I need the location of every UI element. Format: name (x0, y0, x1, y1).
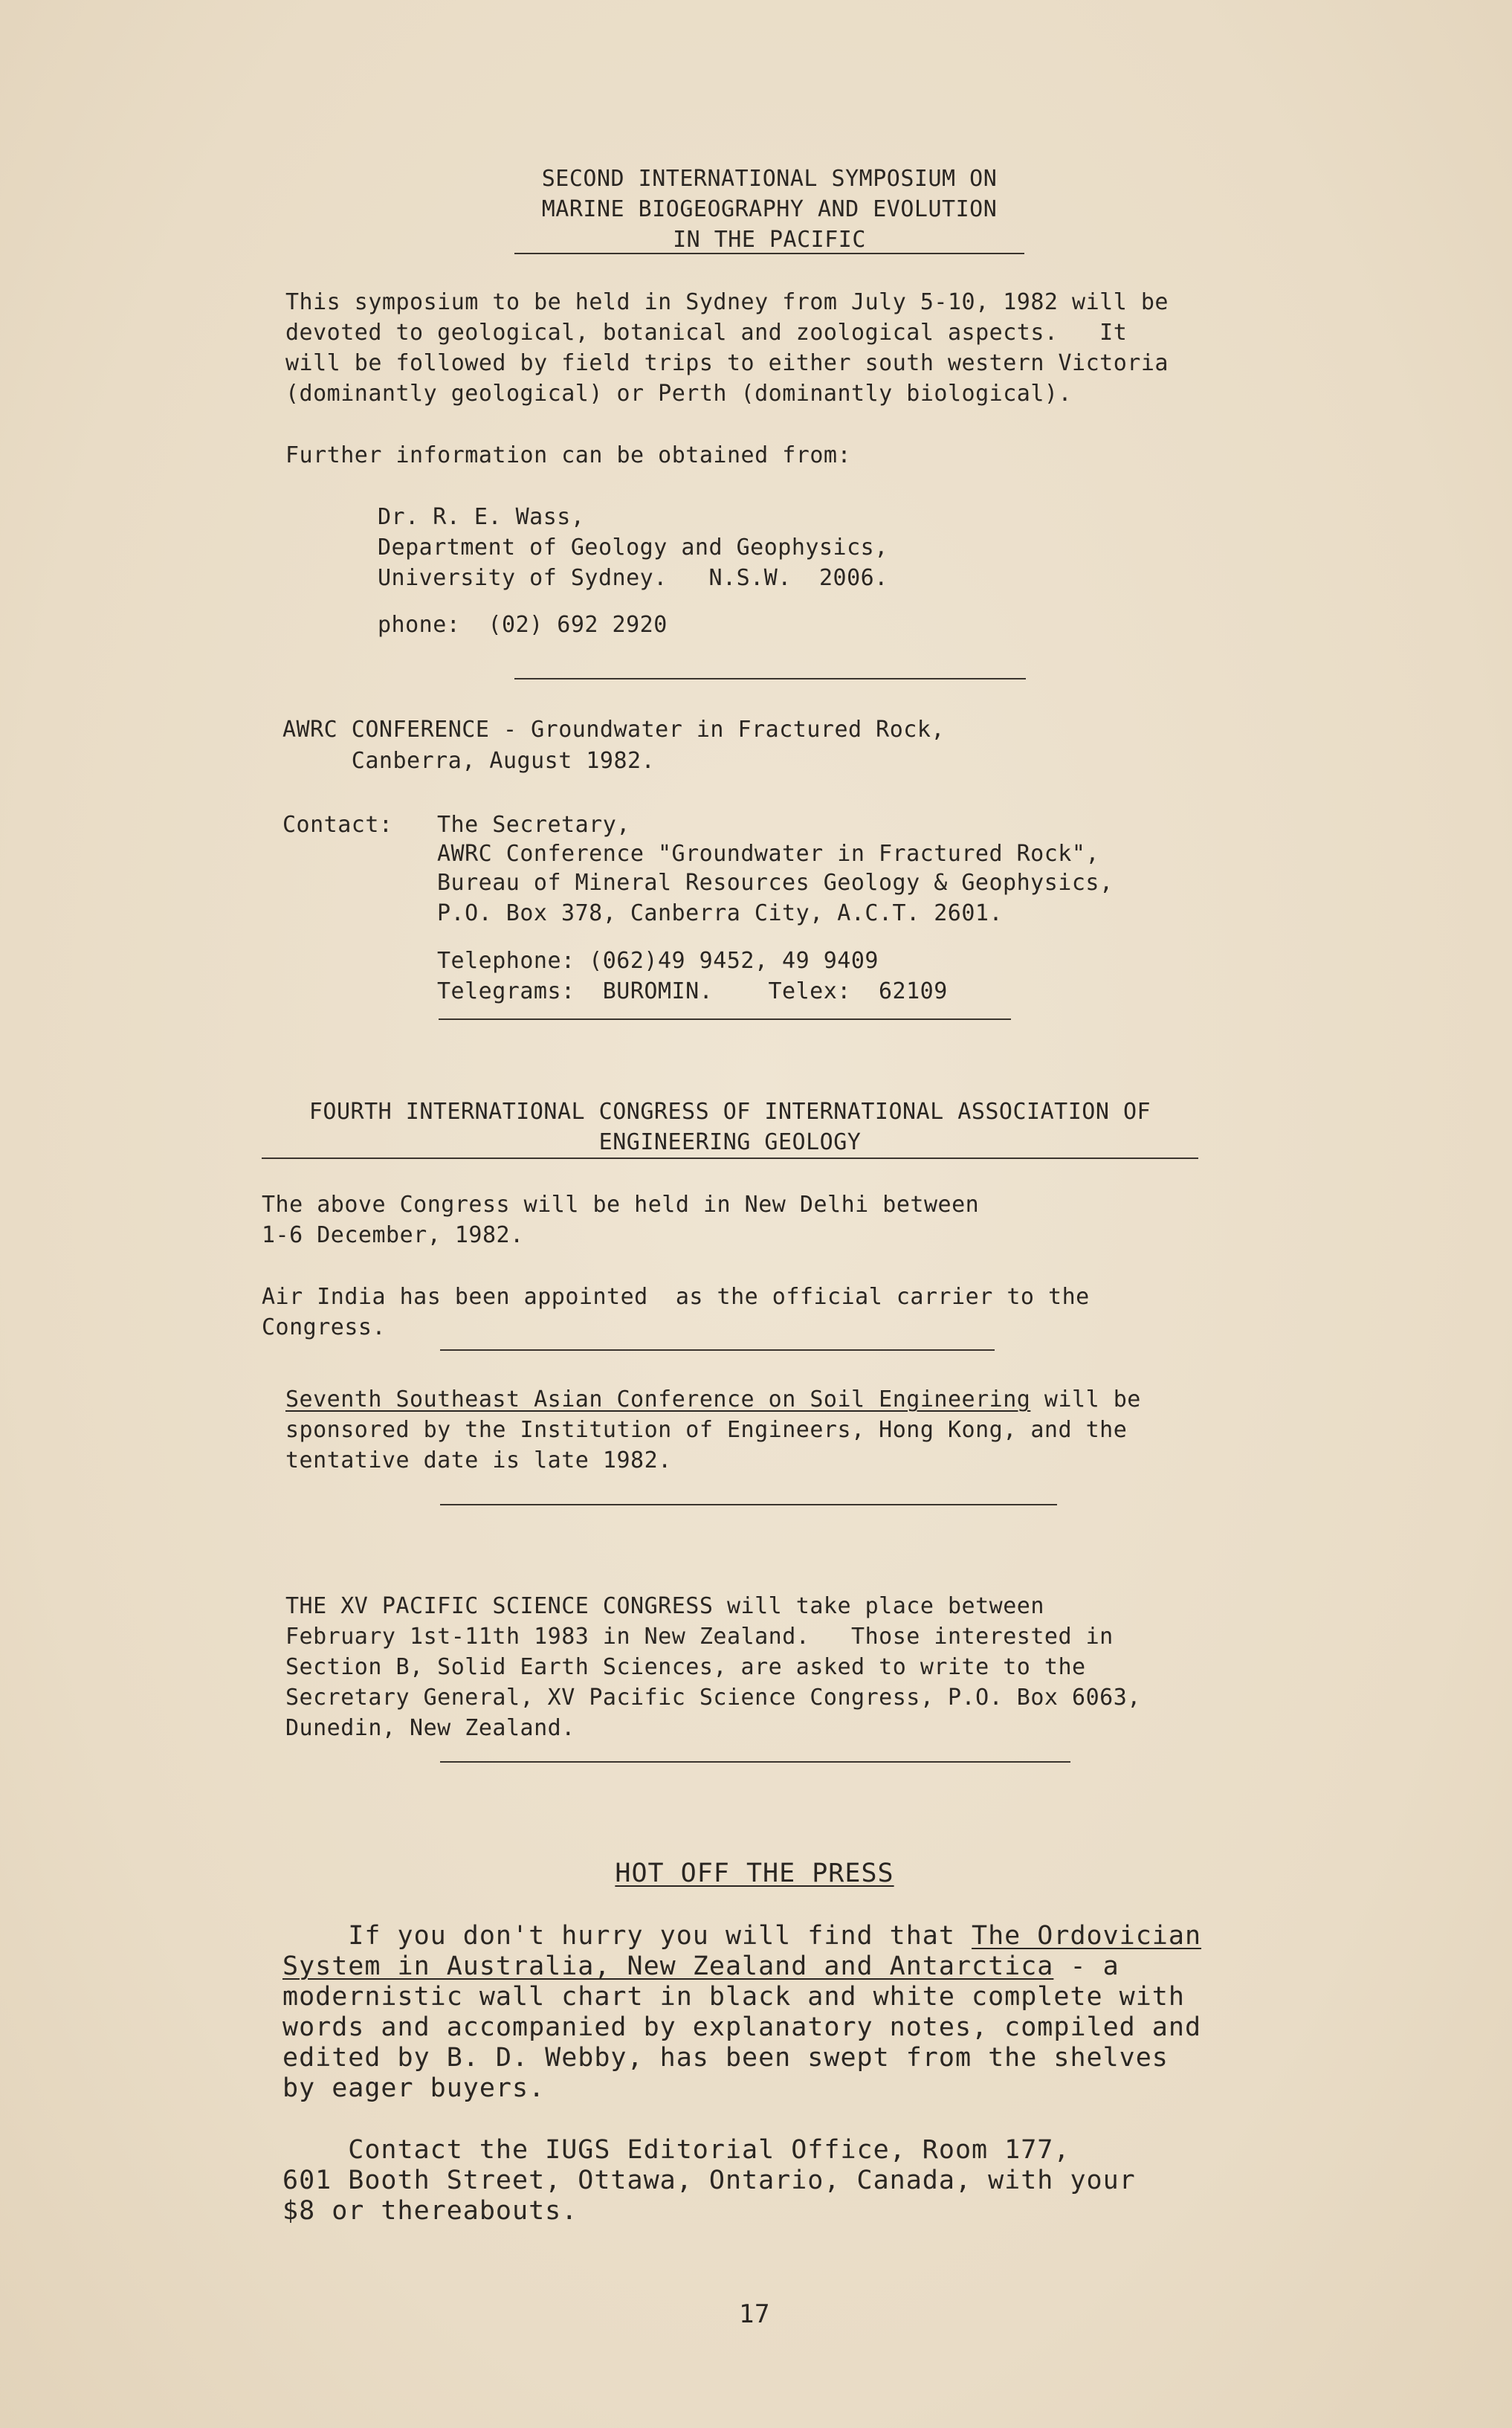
awrc-title-line: AWRC CONFERENCE - Groundwater in Fractured Rock, (282, 717, 945, 743)
page-number: 17 (739, 2299, 770, 2329)
press-line: edited by B. D. Webby, has been swept from the shelves (282, 2043, 1169, 2073)
body-line: THE XV PACIFIC SCIENCE CONGRESS will take place between (285, 1593, 1044, 1619)
telegrams: Telegrams: BUROMIN. Telex: 62109 (437, 978, 948, 1004)
body-line: The above Congress will be held in New Delhi between (262, 1192, 980, 1218)
soil-conference-title: Seventh Southeast Asian Conference on Soil Engineering (285, 1386, 1031, 1412)
heading-line: SECOND INTERNATIONAL SYMPOSIUM ON (541, 166, 998, 192)
press-line: 601 Booth Street, Ottawa, Ontario, Canada, with your (282, 2166, 1136, 2195)
press-line (282, 1951, 1120, 1982)
press-text: - a (1053, 1951, 1120, 1981)
press-text: If you don't hurry you will find that (282, 1921, 972, 1951)
press-heading-text: HOT OFF THE PRESS (615, 1859, 894, 1888)
body-line: Section B, Solid Earth Sciences, are asked to write to the (285, 1654, 1086, 1680)
body-line: (dominantly geological) or Perth (dominantly biological). (285, 381, 1073, 407)
section-divider (440, 1761, 1070, 1763)
body-line: February 1st-11th 1983 in New Zealand. Those interested in (285, 1624, 1114, 1650)
body-line: will be followed by field trips to either south western Victoria (285, 350, 1169, 376)
press-line: $8 or thereabouts. (282, 2196, 578, 2226)
body-line: tentative date is late 1982. (285, 1447, 672, 1473)
contact-line: AWRC Conference "Groundwater in Fractured Rock", (437, 841, 1099, 867)
section-divider (440, 1349, 995, 1351)
further-info: Further information can be obtained from: (285, 442, 852, 468)
heading-line: MARINE BIOGEOGRAPHY AND EVOLUTION (541, 196, 998, 222)
soil-title-rest: will be (1030, 1386, 1141, 1412)
body-line: Secretary General, XV Pacific Science Congress, P.O. Box 6063, (285, 1685, 1141, 1711)
contact-label: Contact: (282, 812, 393, 838)
heading-line: IN THE PACIFIC (673, 227, 866, 253)
congress-heading-line: FOURTH INTERNATIONAL CONGRESS OF INTERNATIONAL ASSOCIATION OF (308, 1099, 1151, 1125)
address-line: University of Sydney. N.S.W. 2006. (378, 565, 888, 591)
press-line: by eager buyers. (282, 2073, 546, 2103)
press-line: words and accompanied by explanatory notes, compiled and (282, 2012, 1202, 2042)
section-divider (514, 678, 1026, 679)
congress-heading-line: ENGINEERING GEOLOGY (598, 1129, 862, 1155)
press-heading (282, 1859, 1227, 1889)
press-line: modernistic wall chart in black and white complete with (282, 1982, 1185, 2012)
phone: phone: (02) 692 2920 (378, 612, 668, 638)
body-line: Air India has been appointed as the official carrier to the (262, 1284, 1090, 1310)
book-title-part: System in Australia, New Zealand and Antarctica (282, 1951, 1054, 1981)
body-line: This symposium to be held in Sydney from July 5-10, 1982 will be (285, 289, 1169, 315)
press-line: Contact the IUGS Editorial Office, Room 177, (282, 2135, 1070, 2165)
body-line: devoted to geological, botanical and zoological aspects. It (285, 320, 1128, 346)
section-divider (440, 1504, 1057, 1505)
body-line: Dunedin, New Zealand. (285, 1715, 575, 1741)
awrc-title-line: Canberra, August 1982. (282, 748, 656, 774)
soil-title-line (285, 1384, 1141, 1415)
book-title-part: The Ordovician (972, 1921, 1202, 1951)
press-line (282, 1921, 1201, 1951)
address-line: Department of Geology and Geophysics, (378, 535, 888, 561)
contact-line: The Secretary, (437, 812, 630, 838)
heading-underline (262, 1158, 1198, 1159)
body-line: Congress. (262, 1314, 387, 1340)
contact-line: Bureau of Mineral Resources Geology & Geophysics, (437, 870, 1114, 896)
heading-underline (514, 253, 1024, 254)
telephone: Telephone: (062)49 9452, 49 9409 (437, 948, 879, 974)
address-line: Dr. R. E. Wass, (378, 504, 585, 530)
body-line: sponsored by the Institution of Engineers, Hong Kong, and the (285, 1417, 1128, 1443)
section-divider (439, 1018, 1011, 1020)
body-line: 1-6 December, 1982. (262, 1222, 524, 1248)
contact-line: P.O. Box 378, Canberra City, A.C.T. 2601. (437, 900, 1004, 926)
